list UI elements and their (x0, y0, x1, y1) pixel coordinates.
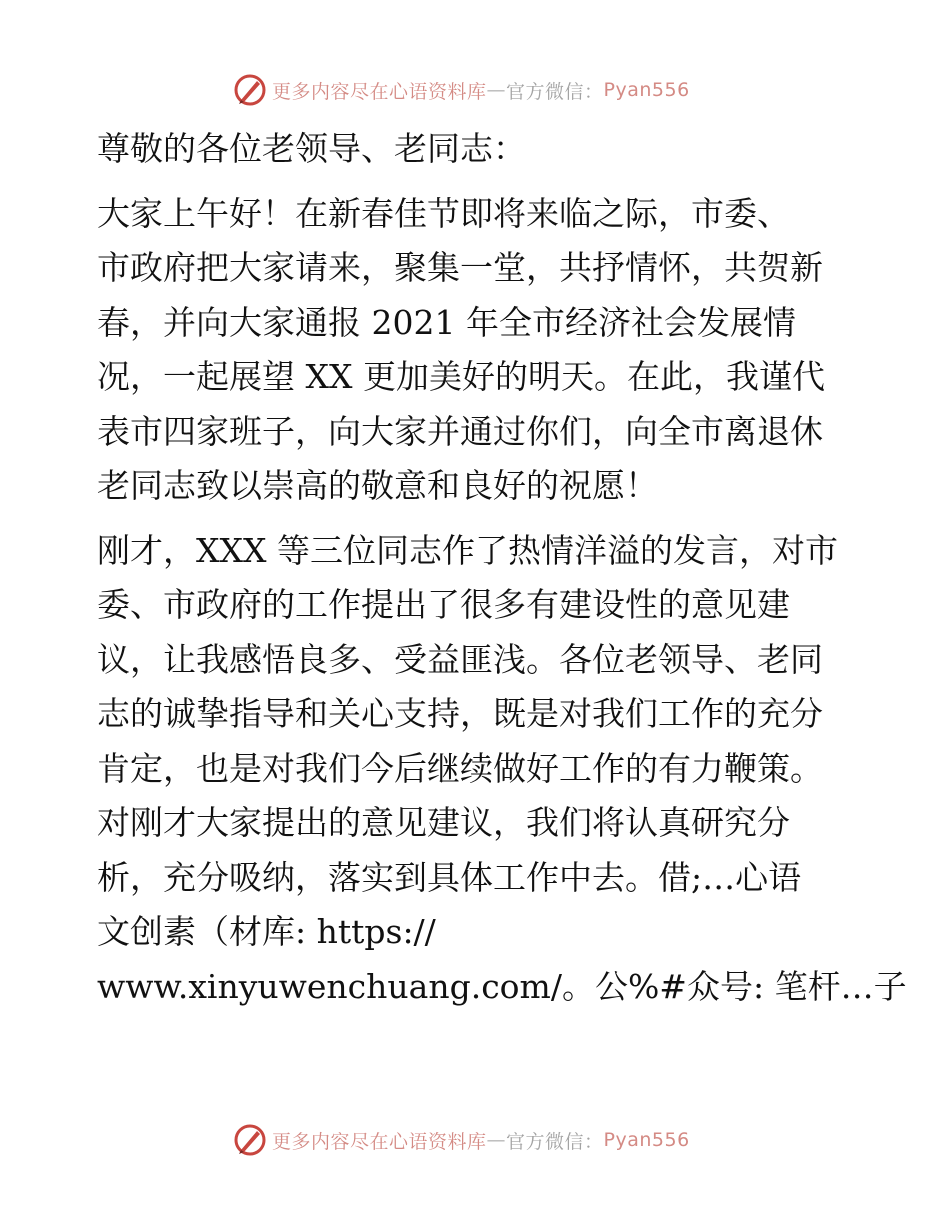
text-line: 肯定，也是对我们今后继续做好工作的有力鞭策。 (97, 748, 823, 788)
text-line: 市政府把大家请来，聚集一堂，共抒情怀，共贺新 (97, 248, 823, 287)
banner-promo-text: 更多内容尽在心语资料库 (272, 1130, 487, 1153)
banner-promo-text: 更多内容尽在心语资料库 (272, 80, 487, 103)
banner-wechat-label: 官方微信： (506, 80, 604, 103)
text-line: 表市四家班子，向大家并通过你们，向全市离退休 (97, 411, 823, 451)
text-line: 刚才，XXX 等三位同志作了热情洋溢的发言，对市 (97, 530, 838, 570)
text-line: 老同志致以崇高的敬意和良好的祝愿！ (97, 466, 658, 505)
paragraph-2 (97, 524, 907, 1015)
text-line: www.xinyuwenchuang.com/。公%#众号: 笔杆…子 (97, 966, 907, 1006)
banner-wechat-account: Pyan556 (603, 79, 690, 101)
banner-wechat-label: 官方微信： (506, 1130, 604, 1153)
document-body (97, 122, 907, 1024)
text-line: 大家上午好！在新春佳节即将来临之际，市委、 (97, 193, 790, 233)
text-line: 志的诚挚指导和关心支持，既是对我们工作的充分 (97, 694, 823, 733)
footer-watermark-banner (232, 1120, 690, 1160)
paragraph-1 (97, 187, 857, 514)
salutation: 尊敬的各位老领导、老同志： (97, 129, 526, 168)
text-line: 文创素（材库: https:// (97, 912, 436, 951)
text-line: 春，并向大家通报 2021 年全市经济社会发展情 (97, 302, 796, 342)
text-line: 议，让我感悟良多、受益匪浅。各位老领导、老同 (97, 639, 823, 679)
pen-logo-icon (232, 1122, 268, 1158)
pen-logo-icon (232, 72, 268, 108)
header-watermark-banner (232, 70, 690, 110)
text-line: 对刚才大家提出的意见建议，我们将认真研究分 (97, 803, 790, 842)
banner-dash: — (486, 1129, 507, 1151)
banner-dash: — (486, 79, 507, 101)
text-line: 况，一起展望 XX 更加美好的明天。在此，我谨代 (97, 357, 825, 396)
text-line: 委、市政府的工作提出了很多有建设性的意见建 (97, 585, 790, 624)
text-line: 析，充分吸纳，落实到具体工作中去。借;…心语 (97, 857, 802, 897)
banner-wechat-account: Pyan556 (603, 1129, 690, 1151)
